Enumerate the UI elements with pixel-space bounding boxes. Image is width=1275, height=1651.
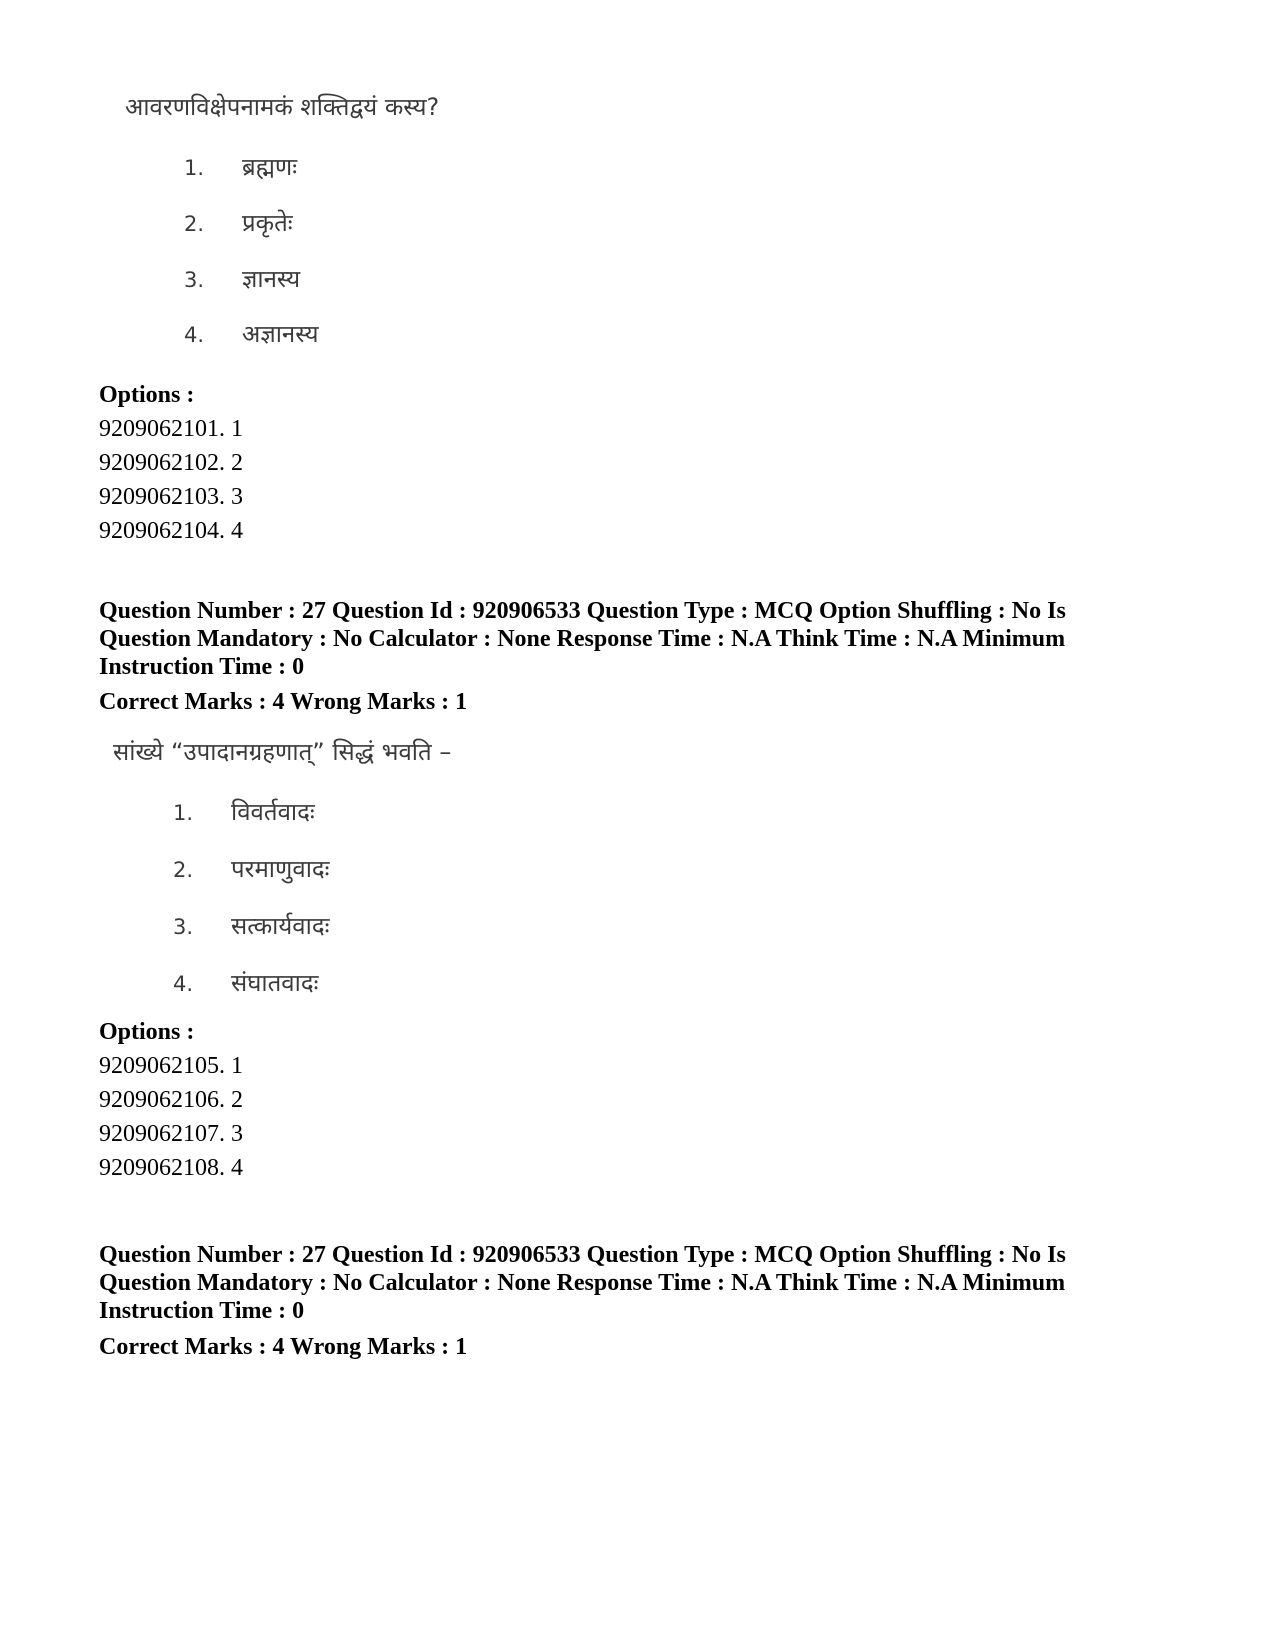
option-line: 9209062101. 1: [99, 416, 243, 442]
choice-item: [184, 150, 297, 183]
choice-item: [173, 909, 329, 942]
choice-text: विवर्तवादः: [231, 798, 315, 826]
option-line: 9209062102. 2: [99, 450, 243, 476]
choice-item: [184, 206, 293, 239]
option-line: 9209062106. 2: [99, 1087, 243, 1113]
question-meta: Question Number : 27 Question Id : 920906533 Question Type : MCQ Option Shuffling : No Is Question Mandatory : No Calculator : None Response Time : N.A Think Time : N.A Minimum Instruction Time : 0: [99, 1242, 1066, 1324]
choice-text: सत्कार्यवादः: [231, 912, 330, 940]
choice-number: 4.: [184, 323, 205, 347]
options-heading: Options :: [99, 1019, 195, 1045]
option-line: 9209062107. 3: [99, 1121, 243, 1147]
options-heading: Options :: [99, 382, 195, 408]
choice-text: ब्रह्मणः: [242, 153, 298, 181]
choice-text: ज्ञानस्य: [242, 265, 301, 293]
choice-item: [184, 262, 300, 295]
choice-number: 3.: [184, 268, 205, 292]
question-image-2: [0, 735, 1275, 1015]
marks-line: Correct Marks : 4 Wrong Marks : 1: [99, 1334, 468, 1360]
question-image-1: [0, 0, 1275, 360]
choice-item: [184, 317, 319, 350]
choice-item: [173, 852, 330, 885]
choice-number: 2.: [184, 212, 205, 236]
question-stem: आवरणविक्षेपनामकं शक्तिद्वयं कस्य?: [125, 93, 440, 121]
option-line: 9209062105. 1: [99, 1053, 243, 1079]
choice-text: प्रकृतेः: [242, 209, 293, 237]
choice-number: 1.: [173, 801, 194, 825]
choice-text: अज्ञानस्य: [242, 320, 319, 348]
option-line: 9209062104. 4: [99, 518, 243, 544]
choice-number: 3.: [173, 915, 194, 939]
choice-text: परमाणुवादः: [231, 855, 330, 883]
option-line: 9209062108. 4: [99, 1155, 243, 1181]
marks-line: Correct Marks : 4 Wrong Marks : 1: [99, 689, 468, 715]
question-meta: Question Number : 27 Question Id : 920906533 Question Type : MCQ Option Shuffling : No Is Question Mandatory : No Calculator : None Response Time : N.A Think Time : N.A Minimum Instruction Time : 0: [99, 598, 1066, 680]
choice-number: 2.: [173, 858, 194, 882]
choice-item: [173, 795, 315, 828]
choice-number: 4.: [173, 972, 194, 996]
question-stem: सांख्ये “उपादानग्रहणात्” सिद्धं भवति –: [113, 738, 452, 766]
choice-text: संघातवादः: [231, 969, 319, 997]
option-line: 9209062103. 3: [99, 484, 243, 510]
choice-item: [173, 966, 318, 999]
choice-number: 1.: [184, 156, 205, 180]
